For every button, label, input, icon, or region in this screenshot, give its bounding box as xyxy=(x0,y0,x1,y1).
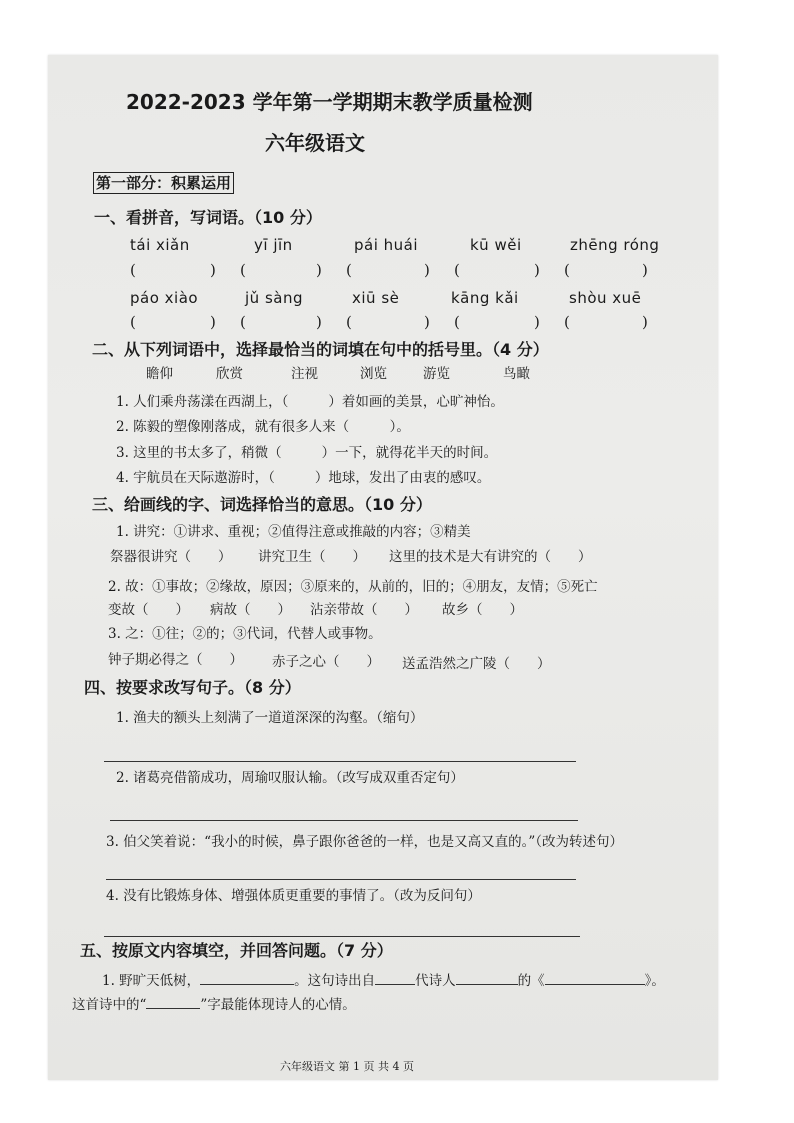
paren-close: ) xyxy=(424,261,430,279)
s3-item: 钟子期必得之（ ） xyxy=(108,652,243,668)
paren-open: ( xyxy=(454,261,460,279)
section-5-heading: 五、按原文内容填空，并回答问题。（7 分） xyxy=(80,941,393,960)
s2-question-1: 1. 人们乘舟荡漾在西湖上，（ ）着如画的美景，心旷神怡。 xyxy=(116,394,504,410)
section-3-heading: 三、给画线的字、词选择恰当的意思。（10 分） xyxy=(92,495,432,514)
pinyin-2-1: páo xiào xyxy=(130,289,199,307)
word-option: 欣赏 xyxy=(216,366,243,382)
pinyin-2-3: xiū sè xyxy=(352,289,400,307)
s5-question-1: 1. 野旷天低树， 。这句诗出自 代诗人 的《 》。 xyxy=(102,973,665,989)
pinyin-1-4: kū wěi xyxy=(470,236,522,254)
paren-open: ( xyxy=(130,261,136,279)
word-option: 注视 xyxy=(291,366,318,382)
paren-close: ) xyxy=(642,313,648,331)
blank xyxy=(456,972,518,985)
paren-open: ( xyxy=(346,261,352,279)
paren-open: ( xyxy=(454,313,460,331)
pinyin-2-2: jǔ sàng xyxy=(245,289,303,307)
s3-item: 送孟浩然之广陵（ ） xyxy=(402,656,551,672)
paren-open: ( xyxy=(130,313,136,331)
s3-question-2: 2. 故：①事故；②缘故，原因；③原来的，从前的，旧的；④朋友，友情；⑤死亡 xyxy=(108,579,598,595)
blank xyxy=(146,996,200,1009)
paren-close: ) xyxy=(424,313,430,331)
s4-question-2: 2. 诸葛亮借箭成功，周瑜叹服认输。（改写成双重否定句） xyxy=(116,770,464,786)
pinyin-1-1: tái xiǎn xyxy=(130,236,190,254)
s3-question-3: 3. 之：①往；②的；③代词，代替人或事物。 xyxy=(108,626,382,642)
s3-item: 病故（ ） xyxy=(210,602,291,618)
word-option: 浏览 xyxy=(360,366,387,382)
s3-item: 赤子之心（ ） xyxy=(272,654,380,670)
s2-question-3: 3. 这里的书太多了，稍微（ ）一下，就得花半天的时间。 xyxy=(116,445,498,461)
section-2-heading: 二、从下列词语中，选择最恰当的词填在句中的括号里。（4 分） xyxy=(92,340,549,359)
s3-item: 沾亲带故（ ） xyxy=(310,602,418,618)
part-label: 第一部分：积累运用 xyxy=(93,172,234,194)
s3-item: 这里的技术是大有讲究的（ ） xyxy=(389,549,592,565)
blank xyxy=(375,972,415,985)
paren-open: ( xyxy=(240,261,246,279)
s4-question-1: 1. 渔夫的额头上刻满了一道道深深的沟壑。（缩句） xyxy=(116,710,424,726)
s4-question-3: 3. 伯父笑着说：“我小的时候，鼻子跟你爸爸的一样，也是又高又直的。”（改为转述句） xyxy=(106,834,623,850)
s2-question-2: 2. 陈毅的塑像刚落成，就有很多人来（ ）。 xyxy=(116,419,410,435)
s3-item: 故乡（ ） xyxy=(442,602,523,618)
paren-open: ( xyxy=(564,261,570,279)
paren-close: ) xyxy=(534,261,540,279)
pinyin-2-5: shòu xuē xyxy=(569,289,642,307)
answer-line xyxy=(110,820,578,821)
paren-close: ) xyxy=(642,261,648,279)
s4-question-4: 4. 没有比锻炼身体、增强体质更重要的事情了。（改为反问句） xyxy=(106,888,481,904)
paren-close: ) xyxy=(316,261,322,279)
s3-item: 祭器很讲究（ ） xyxy=(110,549,232,565)
page-footer: 六年级语文 第 1 页 共 4 页 xyxy=(280,1060,414,1073)
pinyin-1-3: pái huái xyxy=(354,236,419,254)
exam-subtitle: 六年级语文 xyxy=(265,131,365,155)
paren-close: ) xyxy=(534,313,540,331)
section-4-heading: 四、按要求改写句子。（8 分） xyxy=(84,678,301,697)
answer-line xyxy=(106,879,576,880)
paren-close: ) xyxy=(210,313,216,331)
answer-line xyxy=(104,761,576,762)
s3-question-1: 1. 讲究：①讲求、重视；②值得注意或推敲的内容；③精美 xyxy=(116,524,471,540)
word-option: 瞻仰 xyxy=(146,366,173,382)
s3-item: 变故（ ） xyxy=(108,602,189,618)
word-option: 鸟瞰 xyxy=(503,366,530,382)
section-1-heading: 一、看拼音，写词语。（10 分） xyxy=(94,208,322,227)
paren-open: ( xyxy=(564,313,570,331)
s3-item: 讲究卫生（ ） xyxy=(258,549,366,565)
blank xyxy=(200,972,294,985)
s2-question-4: 4. 宇航员在天际遨游时，（ ）地球，发出了由衷的感叹。 xyxy=(116,470,491,486)
pinyin-1-5: zhēng róng xyxy=(570,236,660,254)
exam-title: 2022-2023 学年第一学期期末教学质量检测 xyxy=(126,90,533,114)
paren-close: ) xyxy=(210,261,216,279)
paren-close: ) xyxy=(316,313,322,331)
paren-open: ( xyxy=(346,313,352,331)
pinyin-1-2: yī jīn xyxy=(254,236,293,254)
answer-line xyxy=(104,936,580,937)
word-option: 游览 xyxy=(423,366,450,382)
paren-open: ( xyxy=(240,313,246,331)
s5-question-1-cont: 这首诗中的“ ”字最能体现诗人的心情。 xyxy=(72,997,356,1013)
blank xyxy=(545,972,645,985)
pinyin-2-4: kāng kǎi xyxy=(451,289,519,307)
